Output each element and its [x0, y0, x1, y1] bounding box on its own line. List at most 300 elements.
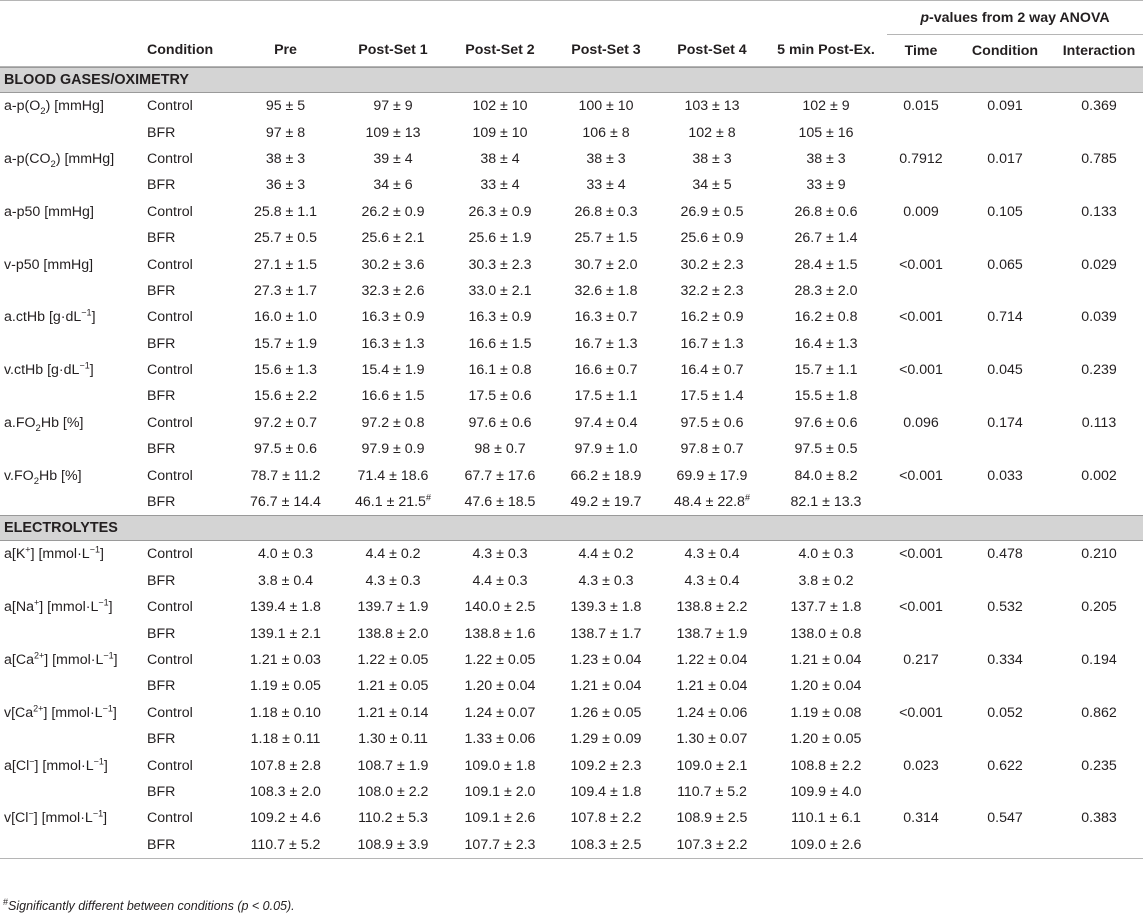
table-row	[0, 779, 1143, 805]
condition-cell: Control	[147, 757, 193, 774]
table-row	[0, 199, 1143, 225]
value-cell: 16.3 ± 0.9	[468, 309, 532, 326]
table-row	[0, 172, 1143, 198]
pvalue-cell	[955, 119, 1055, 145]
value-cell: 97.2 ± 0.8	[361, 414, 425, 431]
variable-label	[0, 119, 143, 145]
value-cell: 1.20 ± 0.04	[790, 678, 862, 695]
table-row	[0, 726, 1143, 752]
value-cell: 4.3 ± 0.3	[472, 546, 528, 563]
table-row	[0, 146, 1143, 172]
variable-label: a.ctHb $[g\cdot dL^{-1}]$	[4, 307, 96, 326]
value-cell: 1.30 ± 0.11	[358, 731, 428, 748]
value-cell: 38 ± 3	[265, 150, 306, 167]
pvalue-cell	[1055, 832, 1143, 859]
variable-label	[0, 331, 143, 357]
pvalue-cell: 0.023	[903, 757, 939, 774]
column-header: Post-Set 4	[677, 42, 747, 59]
condition-cell: BFR	[147, 177, 176, 194]
value-cell: 4.3 ± 0.4	[684, 572, 740, 589]
variable-label	[0, 726, 143, 752]
pvalue-cell	[1055, 383, 1143, 409]
pvalue-cell: 0.205	[1081, 599, 1117, 616]
pvalue-cell: 0.478	[987, 546, 1023, 563]
value-cell: 33.0 ± 2.1	[468, 282, 532, 299]
pvalue-cell	[887, 119, 955, 145]
value-cell: 138.8 ± 2.2	[676, 599, 748, 616]
pvalue-cell: 0.065	[987, 256, 1023, 273]
pvalue-cell	[887, 620, 955, 646]
condition-cell: BFR	[147, 836, 176, 853]
value-cell: 33 ± 4	[586, 177, 626, 194]
value-cell: 1.22 ± 0.04	[676, 652, 748, 668]
value-cell: 95 ± 5	[265, 98, 306, 115]
condition-cell: Control	[147, 309, 193, 326]
value-cell: 97.6 ± 0.6	[794, 414, 858, 431]
pvalue-cell	[955, 568, 1055, 594]
variable-label: v-p50 [mmHg]	[4, 256, 94, 273]
value-cell: 102 ± 9	[802, 98, 850, 115]
value-cell: 1.21 ± 0.04	[676, 678, 748, 695]
condition-cell: Control	[147, 362, 193, 379]
condition-cell: BFR	[147, 494, 176, 511]
value-cell: 26.3 ± 0.9	[468, 203, 532, 220]
value-cell: 138.0 ± 0.8	[790, 625, 862, 642]
value-cell: 102 ± 10	[472, 98, 528, 115]
value-cell: 4.0 ± 0.3	[798, 546, 854, 563]
value-cell: 106 ± 8	[582, 124, 630, 141]
pvalue-cell: 0.547	[987, 810, 1023, 827]
value-cell: 138.8 ± 2.0	[357, 625, 429, 642]
table-row	[0, 383, 1143, 409]
value-cell: 108.0 ± 2.2	[357, 783, 429, 800]
value-cell: 108.9 ± 3.9	[357, 836, 429, 853]
table-row	[0, 251, 1143, 277]
pvalue-cell: <0.001	[899, 256, 943, 273]
value-cell: 4.4 ± 0.3	[472, 572, 528, 589]
value-cell: 110.2 ± 5.3	[358, 810, 428, 827]
pvalue-cell: <0.001	[899, 309, 943, 326]
variable-label	[0, 568, 143, 594]
pvalue-cell	[887, 568, 955, 594]
value-cell: 139.3 ± 1.8	[570, 599, 642, 616]
table-row	[0, 594, 1143, 620]
table-row	[0, 436, 1143, 462]
value-cell: 15.6 ± 1.3	[253, 362, 317, 379]
table-row	[0, 647, 1143, 673]
section-header	[0, 68, 1143, 93]
pvalue-cell: 0.045	[987, 362, 1023, 379]
pvalue-cell: 0.029	[1081, 256, 1117, 273]
value-cell: 16.2 ± 0.8	[794, 309, 858, 326]
pvalue-cell: 0.862	[1081, 704, 1117, 721]
value-cell: 1.21 ± 0.04	[790, 652, 862, 668]
value-cell: 28.4 ± 1.5	[794, 256, 858, 273]
table-row	[0, 225, 1143, 251]
condition-cell: BFR	[147, 731, 176, 748]
pvalue-cell: 0.017	[987, 150, 1023, 167]
pvalue-cell: 0.785	[1081, 150, 1117, 167]
value-cell: 109.1 ± 2.6	[464, 810, 536, 827]
condition-cell: Control	[147, 810, 193, 827]
value-cell: 38 ± 4	[480, 150, 520, 167]
value-cell: 16.4 ± 0.7	[680, 362, 744, 379]
value-cell: 110.7 ± 5.2	[250, 836, 321, 853]
pvalue-cell	[1055, 489, 1143, 516]
pvalue-cell	[955, 331, 1055, 357]
value-cell: 32.2 ± 2.3	[680, 282, 744, 299]
value-cell: 108.3 ± 2.0	[250, 783, 321, 800]
value-cell: 27.1 ± 1.5	[253, 256, 317, 273]
pvalue-cell	[955, 436, 1055, 462]
value-cell: 1.24 ± 0.07	[464, 704, 536, 721]
variable-label: v.ctHb $[g\cdot dL^{-1}]$	[4, 360, 94, 379]
table-row	[0, 489, 1143, 516]
table-row	[0, 119, 1143, 145]
table-row	[0, 832, 1143, 859]
value-cell: 30.7 ± 2.0	[574, 256, 638, 273]
value-cell: 103 ± 13	[684, 98, 740, 115]
value-cell: 1.18 ± 0.11	[250, 731, 321, 748]
value-cell: 4.3 ± 0.3	[365, 572, 421, 589]
value-cell: 1.20 ± 0.04	[464, 678, 536, 695]
value-cell: 97.5 ± 0.6	[680, 414, 744, 431]
value-cell: 4.3 ± 0.3	[578, 572, 634, 589]
value-cell: 46.1 ± 21.5#	[355, 492, 431, 511]
value-cell: 107.8 ± 2.2	[570, 810, 642, 827]
value-cell: 107.7 ± 2.3	[464, 836, 536, 853]
variable-label: $a.FO_2Hb$ [%]	[4, 414, 84, 434]
variable-label: a[Na+] $[mmol\cdot L^{-1}]$	[4, 597, 113, 616]
pvalue-cell: 0.217	[903, 652, 939, 668]
value-cell: 38 ± 3	[692, 150, 732, 167]
value-cell: 15.7 ± 1.1	[794, 362, 858, 379]
pvalue-cell	[887, 225, 955, 251]
pvalue-cell	[887, 832, 955, 859]
table-row	[0, 331, 1143, 357]
value-cell: 1.20 ± 0.05	[790, 731, 862, 748]
variable-label	[0, 673, 143, 699]
pvalue-cell: 0.052	[987, 704, 1023, 721]
value-cell: 33 ± 9	[806, 177, 846, 194]
pvalue-cell	[887, 383, 955, 409]
value-cell: 47.6 ± 18.5	[464, 494, 536, 511]
value-cell: 84.0 ± 8.2	[794, 467, 858, 484]
value-cell: 1.21 ± 0.05	[357, 678, 429, 695]
pvalue-cell: <0.001	[899, 599, 943, 616]
value-cell: 100 ± 10	[578, 98, 634, 115]
pvalue-cell	[1055, 331, 1143, 357]
variable-label	[0, 225, 143, 251]
condition-cell: Control	[147, 414, 193, 431]
pvalue-cell: 0.113	[1081, 414, 1117, 431]
column-header: Pre	[274, 42, 297, 59]
condition-cell: BFR	[147, 388, 176, 405]
value-cell: 1.26 ± 0.05	[570, 704, 642, 721]
value-cell: 108.9 ± 2.5	[676, 810, 748, 827]
condition-cell: BFR	[147, 678, 176, 695]
variable-label	[0, 278, 143, 304]
value-cell: 28.3 ± 2.0	[794, 282, 858, 299]
value-cell: 16.1 ± 0.8	[468, 362, 532, 379]
value-cell: 30.2 ± 2.3	[680, 256, 744, 273]
value-cell: 1.19 ± 0.05	[250, 678, 321, 695]
pvalue-cell	[887, 278, 955, 304]
pvalues-group-header: p-values from 2 way ANOVA	[887, 1, 1143, 35]
condition-cell: BFR	[147, 335, 176, 352]
value-cell: 97 ± 9	[373, 98, 413, 115]
value-cell: 32.6 ± 1.8	[574, 282, 638, 299]
column-headers	[0, 35, 1143, 67]
value-cell: 4.0 ± 0.3	[257, 546, 314, 563]
value-cell: 97.9 ± 1.0	[574, 441, 638, 458]
column-header: Condition	[147, 42, 214, 59]
condition-cell: BFR	[147, 572, 176, 589]
value-cell: 16.0 ± 1.0	[253, 309, 317, 326]
value-cell: 139.4 ± 1.8	[250, 599, 321, 616]
pvalue-cell: 0.314	[903, 810, 939, 827]
value-cell: 97.9 ± 0.9	[361, 441, 425, 458]
value-cell: 25.8 ± 1.1	[253, 203, 317, 220]
variable-label	[0, 620, 143, 646]
pvalue-cell: <0.001	[899, 362, 943, 379]
value-cell: 25.6 ± 1.9	[468, 230, 532, 247]
value-cell: 3.8 ± 0.4	[257, 572, 314, 589]
pvalue-cell	[1055, 278, 1143, 304]
column-header: Post-Set 2	[465, 42, 535, 59]
pvalue-cell: 0.133	[1081, 203, 1117, 220]
value-cell: 30.3 ± 2.3	[468, 256, 532, 273]
value-cell: 109 ± 13	[365, 124, 421, 141]
value-cell: 15.7 ± 1.9	[253, 335, 317, 352]
pvalue-cell	[955, 779, 1055, 805]
value-cell: 78.7 ± 11.2	[250, 467, 321, 484]
condition-cell: Control	[147, 652, 193, 668]
bottom-rule	[0, 858, 1143, 859]
column-header: Post-Set 1	[358, 42, 428, 59]
pvalue-cell	[887, 673, 955, 699]
value-cell: 138.8 ± 1.6	[464, 625, 536, 642]
value-cell: 33 ± 4	[480, 177, 520, 194]
value-cell: 110.1 ± 6.1	[791, 810, 861, 827]
table-row	[0, 93, 1143, 120]
value-cell: 30.2 ± 3.6	[361, 256, 425, 273]
pvalue-cell	[955, 278, 1055, 304]
column-header: Time	[904, 42, 938, 59]
pvalue-cell	[887, 331, 955, 357]
table-body	[0, 68, 1143, 859]
variable-label: $v.FO_2Hb$ [%]	[4, 467, 82, 487]
value-cell: 4.3 ± 0.4	[684, 546, 740, 563]
value-cell: 98 ± 0.7	[474, 441, 526, 458]
value-cell: 69.9 ± 17.9	[676, 467, 748, 484]
value-cell: 38 ± 3	[586, 150, 626, 167]
value-cell: 39 ± 4	[373, 150, 413, 167]
value-cell: 36 ± 3	[265, 177, 306, 194]
variable-label	[0, 436, 143, 462]
value-cell: 1.23 ± 0.04	[570, 652, 642, 668]
value-cell: 16.6 ± 1.5	[361, 388, 425, 405]
value-cell: 3.8 ± 0.2	[798, 572, 854, 589]
value-cell: 17.5 ± 0.6	[468, 388, 532, 405]
header-variable	[0, 35, 143, 67]
pvalue-cell: <0.001	[899, 467, 943, 484]
pvalue-cell	[1055, 436, 1143, 462]
pvalue-cell	[1055, 620, 1143, 646]
condition-cell: Control	[147, 599, 193, 616]
value-cell: 38 ± 3	[806, 150, 846, 167]
pvalue-cell	[887, 726, 955, 752]
pvalue-cell	[955, 726, 1055, 752]
table-row	[0, 805, 1143, 831]
value-cell: 66.2 ± 18.9	[570, 467, 642, 484]
value-cell: 34 ± 6	[373, 177, 413, 194]
value-cell: 1.22 ± 0.05	[357, 652, 429, 668]
value-cell: 108.7 ± 1.9	[357, 757, 429, 774]
value-cell: 109.2 ± 2.3	[570, 757, 642, 774]
pvalue-cell: 0.532	[987, 599, 1023, 616]
pvalue-cell	[955, 620, 1055, 646]
pvalue-cell: 0.105	[987, 203, 1023, 220]
pvalue-cell: 0.194	[1081, 652, 1117, 668]
pvalue-cell: 0.091	[987, 98, 1023, 115]
pvalue-cell	[955, 489, 1055, 516]
value-cell: 107.3 ± 2.2	[676, 836, 748, 853]
value-cell: 49.2 ± 19.7	[570, 494, 642, 511]
variable-label	[0, 779, 143, 805]
section-title: BLOOD GASES/OXIMETRY	[0, 68, 1143, 93]
condition-cell: BFR	[147, 282, 176, 299]
pvalue-cell	[955, 383, 1055, 409]
section-header	[0, 516, 1143, 541]
pvalue-cell: 0.210	[1081, 546, 1117, 563]
value-cell: 15.6 ± 2.2	[253, 388, 317, 405]
value-cell: 4.4 ± 0.2	[578, 546, 634, 563]
column-header: 5 min Post-Ex.	[777, 42, 875, 59]
table-row	[0, 700, 1143, 726]
value-cell: 32.3 ± 2.6	[361, 282, 425, 299]
value-cell: 140.0 ± 2.5	[464, 599, 536, 616]
value-cell: 25.7 ± 1.5	[574, 230, 638, 247]
value-cell: 102 ± 8	[688, 124, 736, 141]
value-cell: 97 ± 8	[265, 124, 306, 141]
value-cell: 139.1 ± 2.1	[250, 625, 321, 642]
pvalue-cell: 0.7912	[899, 150, 943, 167]
value-cell: 139.7 ± 1.9	[357, 599, 429, 616]
variable-label	[0, 172, 143, 198]
pvalue-cell: 0.009	[903, 203, 939, 220]
pvalue-cell	[1055, 726, 1143, 752]
value-cell: 71.4 ± 18.6	[357, 467, 429, 484]
condition-cell: Control	[147, 203, 193, 220]
value-cell: 4.4 ± 0.2	[365, 546, 421, 563]
condition-cell: BFR	[147, 783, 176, 800]
value-cell: 16.3 ± 1.3	[361, 335, 425, 352]
condition-cell: BFR	[147, 230, 176, 247]
section-title: ELECTROLYTES	[0, 516, 1143, 541]
value-cell: 16.3 ± 0.7	[574, 309, 638, 326]
variable-label: a[K+] $[mmol\cdot L^{-1}]$	[4, 544, 104, 563]
pvalue-cell	[955, 832, 1055, 859]
pvalue-cell: 0.002	[1081, 467, 1117, 484]
variable-label	[0, 489, 143, 516]
value-cell: 25.6 ± 2.1	[361, 230, 425, 247]
pvalue-cell: <0.001	[899, 704, 943, 721]
column-header: Post-Set 3	[571, 42, 641, 59]
value-cell: 97.4 ± 0.4	[574, 414, 638, 431]
variable-label: $v[Ca^{2+}]$ $[mmol\cdot L^{-1}]$	[4, 703, 117, 721]
pvalue-cell: 0.015	[903, 98, 939, 115]
pvalue-cell	[955, 673, 1055, 699]
value-cell: 138.7 ± 1.9	[676, 625, 748, 642]
value-cell: 16.7 ± 1.3	[574, 335, 638, 352]
pvalue-cell	[887, 489, 955, 516]
pvalue-cell	[887, 172, 955, 198]
value-cell: 110.7 ± 5.2	[677, 783, 747, 800]
pvalue-cell: 0.622	[987, 757, 1023, 774]
value-cell: 1.21 ± 0.03	[250, 652, 321, 668]
value-cell: 109.0 ± 1.8	[464, 757, 536, 774]
pvalue-cell: <0.001	[899, 546, 943, 563]
value-cell: 1.21 ± 0.04	[570, 678, 642, 695]
column-header: Interaction	[1062, 42, 1136, 59]
value-cell: 138.7 ± 1.7	[570, 625, 642, 642]
value-cell: 105 ± 16	[798, 124, 854, 141]
value-cell: 97.8 ± 0.7	[680, 441, 744, 458]
variable-label: $a-p(O_2)$ [mmHg]	[4, 98, 104, 118]
value-cell: 16.6 ± 0.7	[574, 362, 638, 379]
value-cell: 76.7 ± 14.4	[250, 494, 321, 511]
value-cell: 97.5 ± 0.6	[253, 441, 317, 458]
value-cell: 25.6 ± 0.9	[680, 230, 744, 247]
condition-cell: BFR	[147, 441, 176, 458]
pvalue-cell	[1055, 673, 1143, 699]
pvalue-cell: 0.033	[987, 467, 1023, 484]
pvalue-cell	[887, 779, 955, 805]
pvalue-cell	[955, 172, 1055, 198]
condition-cell: Control	[147, 546, 193, 563]
pvalue-cell: 0.235	[1081, 757, 1117, 774]
value-cell: 1.24 ± 0.06	[676, 704, 748, 721]
value-cell: 137.7 ± 1.8	[790, 599, 862, 616]
value-cell: 17.5 ± 1.4	[680, 388, 744, 405]
value-cell: 15.4 ± 1.9	[361, 362, 425, 379]
pvalue-cell: 0.334	[987, 652, 1023, 668]
value-cell: 107.8 ± 2.8	[250, 757, 321, 774]
value-cell: 108.3 ± 2.5	[570, 836, 642, 853]
pvalue-cell: 0.039	[1081, 309, 1117, 326]
value-cell: 67.7 ± 17.6	[464, 467, 536, 484]
value-cell: 26.9 ± 0.5	[680, 203, 744, 220]
pvalue-cell	[955, 225, 1055, 251]
pvalue-cell: 0.174	[987, 414, 1023, 431]
pvalue-cell	[1055, 172, 1143, 198]
value-cell: 16.7 ± 1.3	[680, 335, 744, 352]
value-cell: 108.8 ± 2.2	[790, 757, 862, 774]
pvalue-cell: 0.239	[1081, 362, 1117, 379]
pvalue-cell	[1055, 119, 1143, 145]
value-cell: 109.2 ± 4.6	[250, 810, 321, 827]
pvalue-cell	[1055, 225, 1143, 251]
value-cell: 1.22 ± 0.05	[464, 652, 536, 668]
variable-label: v[Cl−] $[mmol\cdot L^{-1}]$	[4, 808, 108, 827]
table-row	[0, 304, 1143, 330]
table-row	[0, 620, 1143, 646]
table-row	[0, 357, 1143, 383]
value-cell: 1.18 ± 0.10	[250, 704, 321, 721]
pvalue-cell: 0.714	[987, 309, 1023, 326]
condition-cell: BFR	[147, 124, 176, 141]
